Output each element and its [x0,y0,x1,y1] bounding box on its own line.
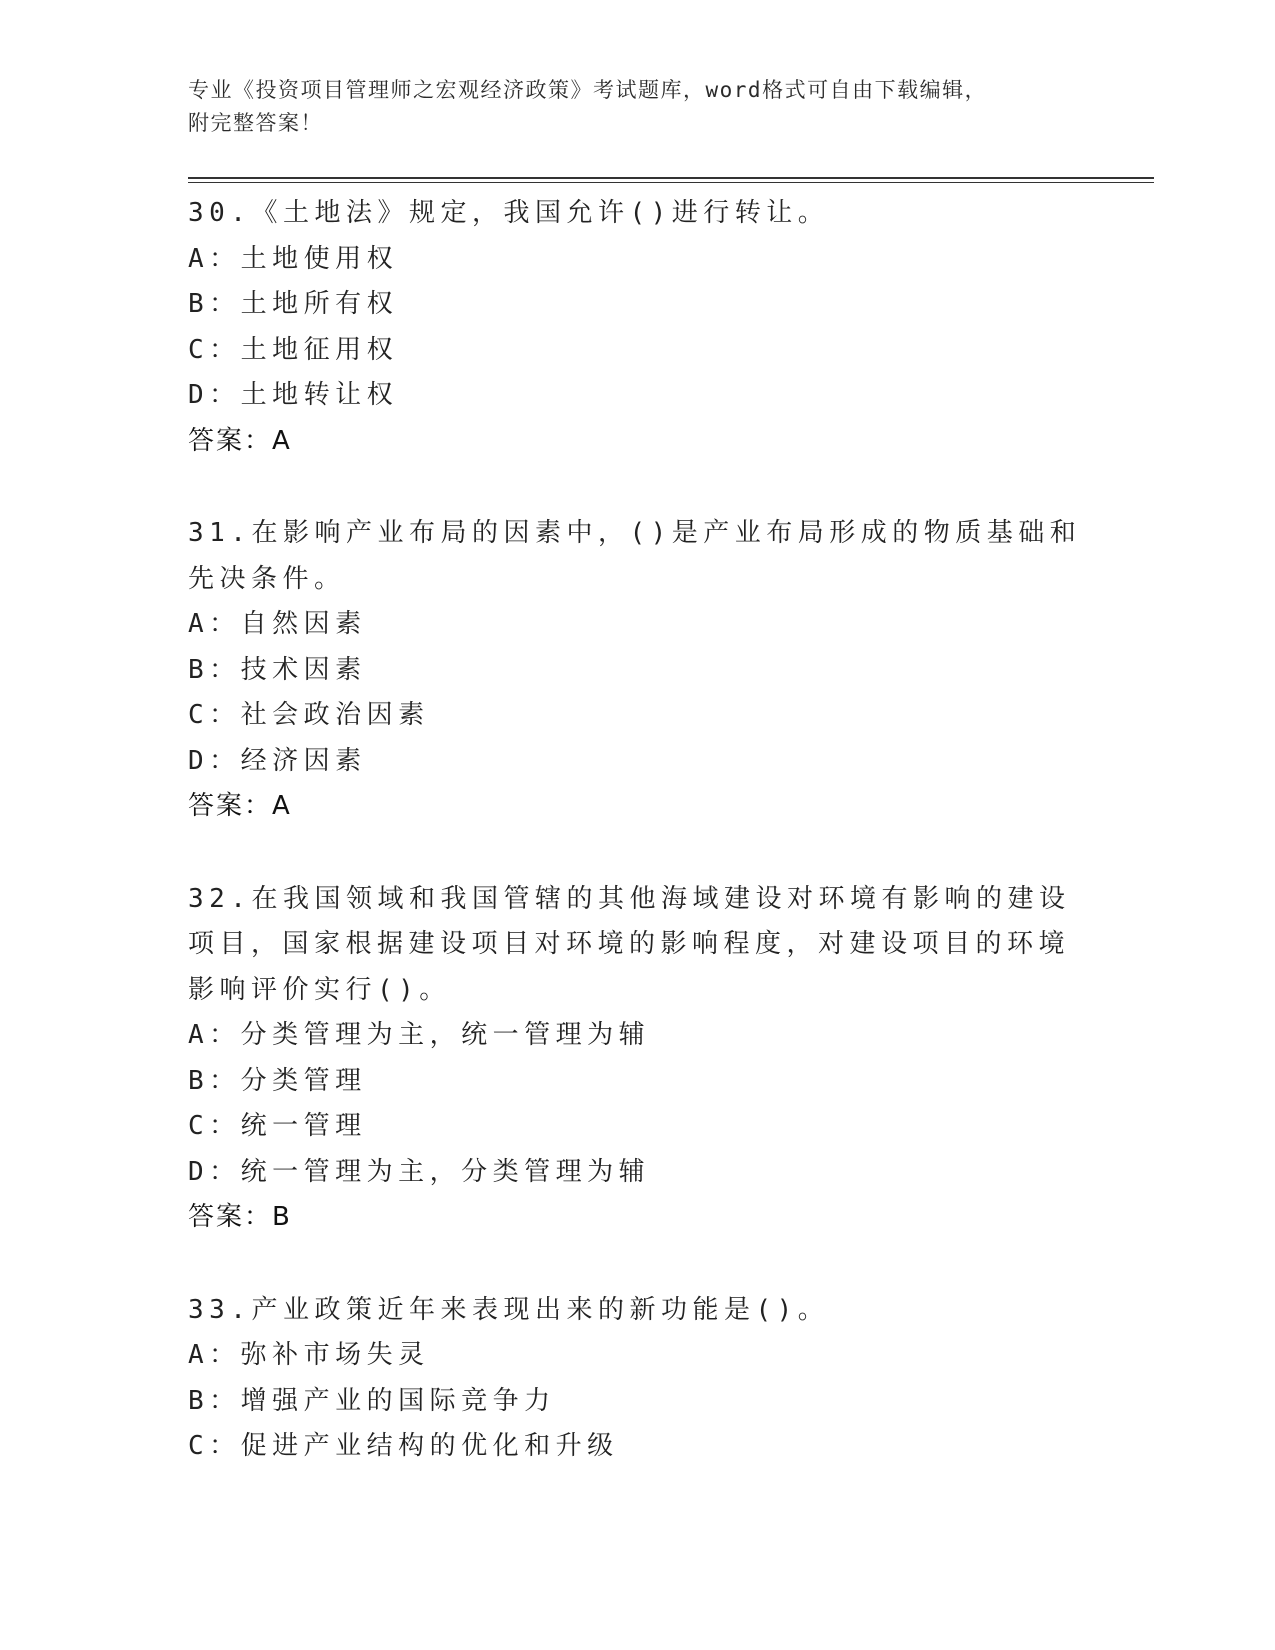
question-stem: 30.《土地法》规定，我国允许()进行转让。 [188,198,830,228]
question-32 [188,877,1088,1241]
header-divider-thick [188,177,1154,179]
header-divider-thin [188,182,1154,183]
document-header [188,74,1088,140]
option-b: B：分类管理 [188,1065,367,1096]
option-b: B：技术因素 [188,654,367,685]
header-line-2: 附完整答案！ [188,111,323,135]
question-stem: 31.在影响产业布局的因素中，()是产业布局形成的物质基础和先决条件。 [188,518,1082,594]
option-a: A：弥补市场失灵 [188,1340,430,1370]
question-33 [188,1288,1088,1470]
option-b: B：增强产业的国际竞争力 [188,1385,556,1416]
question-30 [188,191,1088,464]
option-a: A：分类管理为主，统一管理为辅 [188,1020,651,1050]
option-c: C：促进产业结构的优化和升级 [188,1431,619,1461]
option-c: C：统一管理 [188,1111,367,1141]
option-d: D：经济因素 [188,745,367,776]
option-b: B：土地所有权 [188,289,399,319]
option-d: D：土地转让权 [188,380,399,410]
answer: 答案：A [188,425,292,456]
option-a: A：土地使用权 [188,243,399,274]
question-stem: 33.产业政策近年来表现出来的新功能是()。 [188,1294,830,1325]
question-stem: 32.在我国领域和我国管辖的其他海域建设对环境有影响的建设项目，国家根据建设项目对环境的影响程度，对建设项目的环境影响评价实行()。 [188,883,1071,1005]
question-31 [188,511,1088,830]
option-c: C：土地征用权 [188,334,399,365]
answer: 答案：B [188,1202,292,1232]
option-a: A：自然因素 [188,609,367,639]
option-d: D：统一管理为主，分类管理为辅 [188,1156,651,1187]
question-list [188,191,1088,1517]
header-line-1: 专业《投资项目管理师之宏观经济政策》考试题库，word格式可自由下载编辑， [188,78,988,102]
answer: 答案：A [188,791,292,821]
option-c: C：社会政治因素 [188,700,430,730]
